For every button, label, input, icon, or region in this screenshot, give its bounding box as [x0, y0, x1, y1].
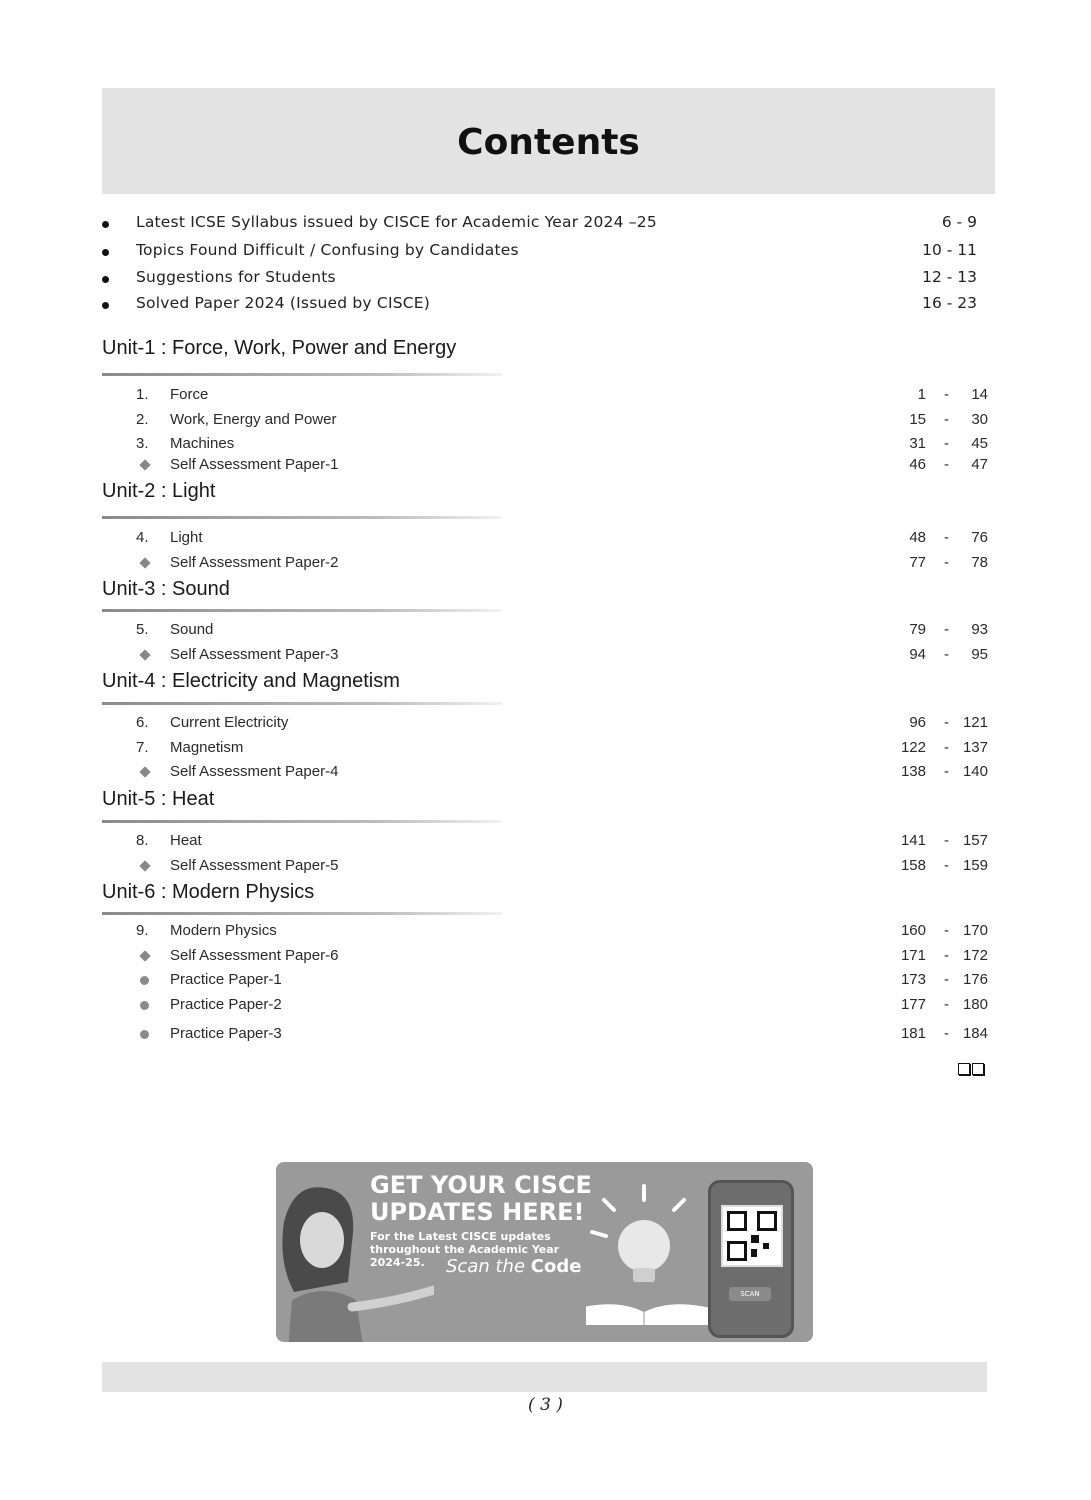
front-matter-pages: 12 - 13 [922, 268, 977, 286]
item-label: Self Assessment Paper-4 [170, 763, 339, 780]
scan-prefix: Scan the [446, 1256, 526, 1277]
unit-divider [102, 702, 502, 705]
unit-divider [102, 912, 502, 915]
bullet-icon [102, 302, 109, 309]
item-number: 5. [136, 621, 149, 638]
page-to: 45 [971, 435, 988, 452]
front-matter-label: Latest ICSE Syllabus issued by CISCE for Academic Year 2024 –25 [136, 213, 657, 231]
phone-icon [708, 1180, 794, 1338]
page-from: 1 [917, 386, 926, 403]
toc-item[interactable]: Practice Paper-1 173 - 176 [102, 971, 987, 993]
page-title: Contents [457, 122, 640, 163]
diamond-bullet-icon [139, 649, 150, 660]
unit-divider [102, 373, 502, 376]
front-matter-item[interactable] [102, 213, 987, 237]
page-from: 158 [900, 857, 926, 874]
unit-title: Unit-4 : Electricity and Magnetism [102, 670, 400, 692]
front-matter-label: Suggestions for Students [136, 268, 336, 286]
toc-item[interactable]: 8. Heat 141 - 157 [136, 832, 988, 849]
item-label: Self Assessment Paper-3 [170, 646, 339, 663]
page-from: 46 [909, 456, 926, 473]
page-to: 176 [962, 971, 988, 988]
unit-divider [102, 516, 502, 519]
unit-title: Unit-5 : Heat [102, 788, 215, 810]
toc-item[interactable]: 7. Magnetism 122 - 137 [136, 739, 988, 756]
student-illustration-icon [276, 1182, 434, 1342]
toc-item[interactable]: Self Assessment Paper-1 46 - 47 [102, 456, 987, 478]
item-number: 1. [136, 386, 149, 403]
page-from: 79 [909, 621, 926, 638]
item-label: Magnetism [170, 739, 244, 756]
page-to: 157 [962, 832, 988, 849]
page-from: 77 [909, 554, 926, 571]
bullet-icon [102, 249, 109, 256]
front-matter-pages: 10 - 11 [922, 241, 977, 259]
footer-band [102, 1362, 987, 1392]
item-number: 8. [136, 832, 149, 849]
page-to: 78 [971, 554, 988, 571]
toc-item[interactable]: Self Assessment Paper-3 94 - 95 [102, 646, 987, 668]
page-from: 122 [900, 739, 926, 756]
page-from: 138 [900, 763, 926, 780]
bullet-icon [102, 276, 109, 283]
item-label: Machines [170, 435, 235, 452]
diamond-bullet-icon [139, 950, 150, 961]
page-to: 76 [971, 529, 988, 546]
page-to: 95 [971, 646, 988, 663]
toc-item[interactable]: 4. Light 48 - 76 [136, 529, 988, 546]
item-label: Light [170, 529, 203, 546]
toc-item[interactable]: 1. Force 1 - 14 [136, 386, 988, 403]
page-to: 93 [971, 621, 988, 638]
item-label: Self Assessment Paper-2 [170, 554, 339, 571]
scan-word: Code [530, 1256, 582, 1277]
unit-divider [102, 609, 502, 612]
toc-item[interactable]: 6. Current Electricity 96 - 121 [136, 714, 988, 731]
unit-title: Unit-3 : Sound [102, 578, 230, 600]
unit-title: Unit-1 : Force, Work, Power and Energy [102, 337, 457, 359]
page-from: 15 [909, 411, 926, 428]
page-to: 172 [962, 947, 988, 964]
item-label: Self Assessment Paper-6 [170, 947, 339, 964]
toc-item[interactable]: Practice Paper-2 177 - 180 [102, 996, 987, 1018]
item-label: Heat [170, 832, 202, 849]
page-to: 159 [962, 857, 988, 874]
banner-headline-line-2: UPDATES HERE! [370, 1198, 585, 1226]
scan-button: SCAN [729, 1287, 771, 1301]
front-matter-item[interactable] [102, 294, 987, 318]
toc-item[interactable]: Self Assessment Paper-5 158 - 159 [102, 857, 987, 879]
banner-subtext: For the Latest CISCE updates throughout the Academic Year 2024-25. [370, 1230, 560, 1269]
item-number: 9. [136, 922, 149, 939]
page-from: 141 [900, 832, 926, 849]
banner-headline-line-1: GET YOUR CISCE [370, 1171, 592, 1199]
unit-divider [102, 820, 502, 823]
page-from: 160 [900, 922, 926, 939]
page-from: 94 [909, 646, 926, 663]
front-matter-label: Topics Found Difficult / Confusing by Candidates [136, 241, 519, 259]
diamond-bullet-icon [139, 557, 150, 568]
front-matter-label: Solved Paper 2024 (Issued by CISCE) [136, 294, 431, 312]
page-from: 173 [900, 971, 926, 988]
qr-code-icon [721, 1205, 783, 1267]
page-from: 48 [909, 529, 926, 546]
unit-title: Unit-6 : Modern Physics [102, 881, 315, 903]
item-number: 7. [136, 739, 149, 756]
item-label: Work, Energy and Power [170, 411, 337, 428]
item-number: 3. [136, 435, 149, 452]
toc-item[interactable]: 5. Sound 79 - 93 [136, 621, 988, 638]
dot-bullet-icon [140, 1030, 149, 1039]
item-number: 6. [136, 714, 149, 731]
page-from: 181 [900, 1025, 926, 1042]
cisce-updates-banner[interactable] [276, 1162, 813, 1342]
item-label: Sound [170, 621, 214, 638]
page-from: 177 [900, 996, 926, 1013]
page-to: 170 [962, 922, 988, 939]
page-to: 180 [962, 996, 988, 1013]
page-to: 30 [971, 411, 988, 428]
item-label: Self Assessment Paper-1 [170, 456, 339, 473]
end-of-section-icon [956, 1063, 984, 1079]
page-to: 184 [962, 1025, 988, 1042]
toc-item[interactable]: Self Assessment Paper-6 171 - 172 [102, 947, 987, 969]
toc-item[interactable]: Self Assessment Paper-2 77 - 78 [102, 554, 987, 576]
page-to: 121 [962, 714, 988, 731]
front-matter-item[interactable] [102, 241, 987, 265]
page-to: 14 [971, 386, 988, 403]
toc-item[interactable]: 3. Machines 31 - 45 [136, 435, 988, 452]
item-number: 2. [136, 411, 149, 428]
page-from: 96 [909, 714, 926, 731]
banner-scan-text [446, 1256, 581, 1277]
header-band [102, 88, 995, 194]
page-to: 47 [971, 456, 988, 473]
item-number: 4. [136, 529, 149, 546]
item-label: Practice Paper-2 [170, 996, 282, 1013]
item-label: Current Electricity [170, 714, 289, 731]
item-label: Force [170, 386, 209, 403]
diamond-bullet-icon [139, 766, 150, 777]
item-label: Practice Paper-1 [170, 971, 282, 988]
toc-item[interactable]: Practice Paper-3 181 - 184 [102, 1025, 987, 1047]
item-label: Practice Paper-3 [170, 1025, 282, 1042]
toc-item[interactable]: Self Assessment Paper-4 138 - 140 [102, 763, 987, 785]
light-bulb-icon [586, 1180, 726, 1340]
page-from: 31 [909, 435, 926, 452]
diamond-bullet-icon [139, 860, 150, 871]
toc-item[interactable]: 2. Work, Energy and Power 15 - 30 [136, 411, 988, 428]
unit-title: Unit-2 : Light [102, 480, 216, 502]
toc-item[interactable]: 9. Modern Physics 160 - 170 [136, 922, 988, 939]
front-matter-pages: 6 - 9 [941, 213, 977, 231]
page-to: 137 [962, 739, 988, 756]
item-label: Modern Physics [170, 922, 277, 939]
dot-bullet-icon [140, 1001, 149, 1010]
page-number: ( 3 ) [528, 1395, 563, 1415]
front-matter-item[interactable] [102, 268, 987, 292]
diamond-bullet-icon [139, 459, 150, 470]
dot-bullet-icon [140, 976, 149, 985]
bullet-icon [102, 221, 109, 228]
page-from: 171 [900, 947, 926, 964]
front-matter-pages: 16 - 23 [922, 294, 977, 312]
item-label: Self Assessment Paper-5 [170, 857, 339, 874]
page-to: 140 [962, 763, 988, 780]
